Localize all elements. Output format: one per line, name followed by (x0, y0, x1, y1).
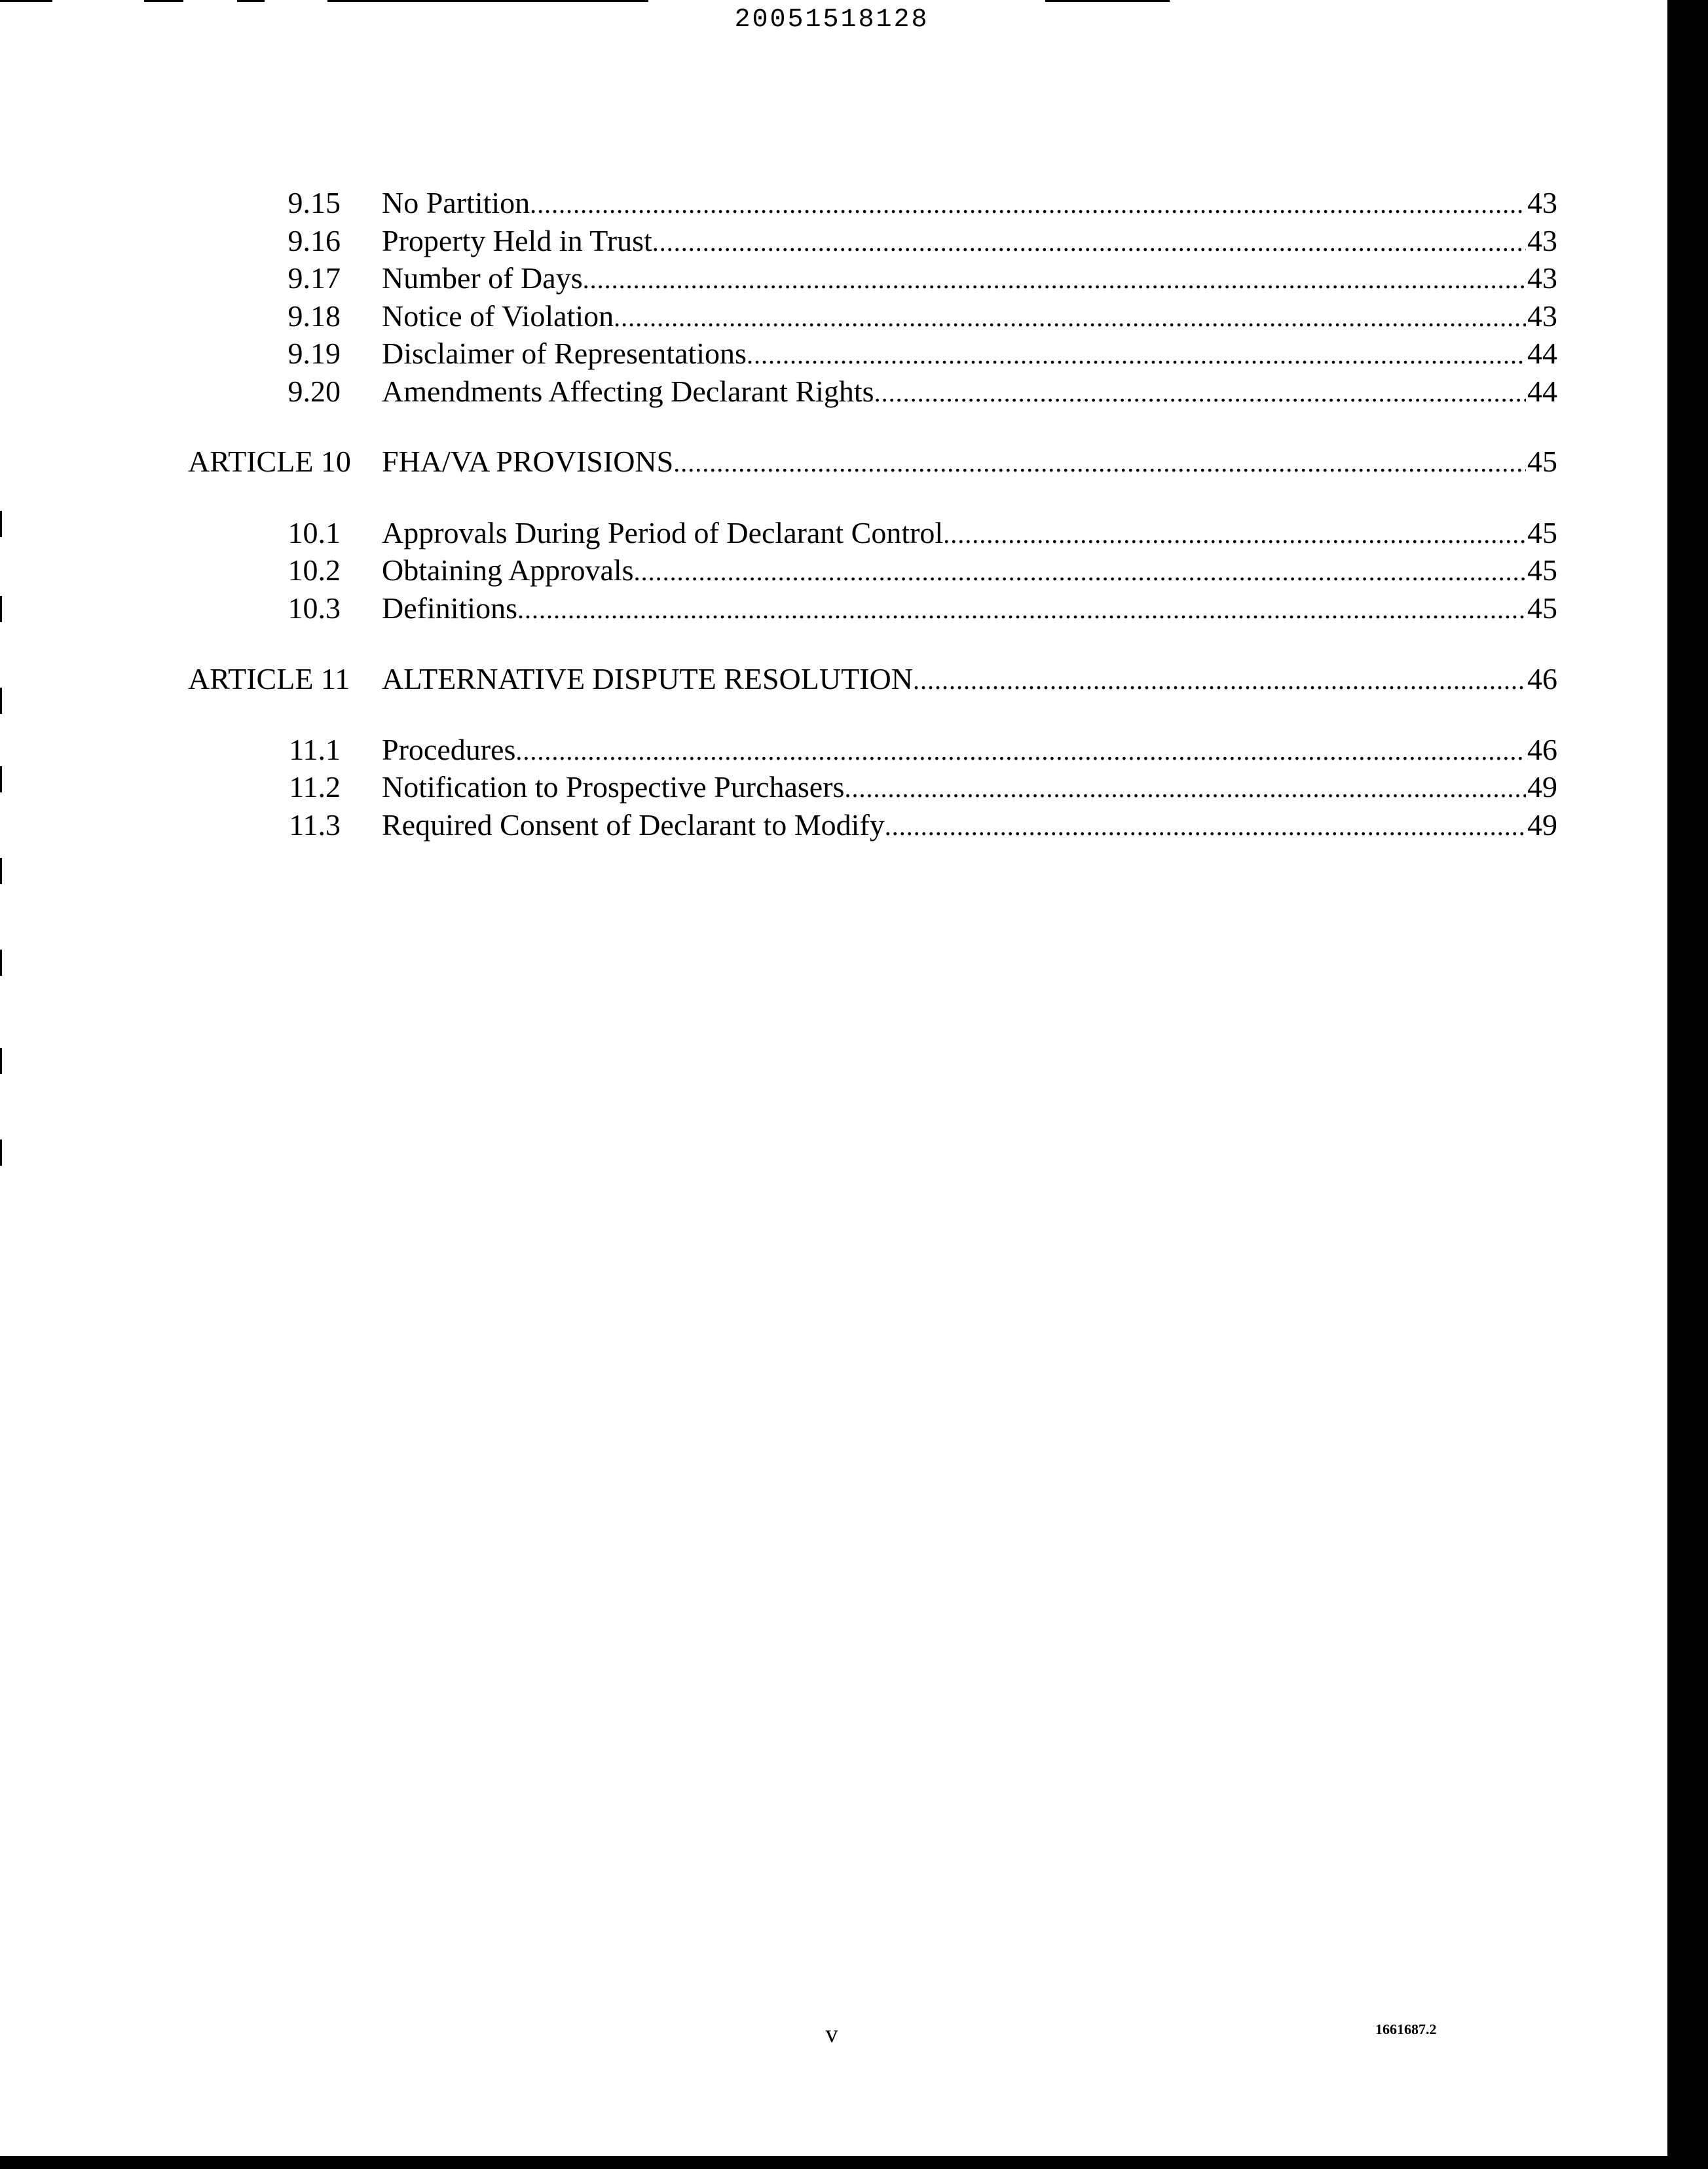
toc-entry[interactable] (0, 335, 1708, 372)
toc-leader (382, 335, 1526, 373)
toc-entry[interactable] (0, 185, 1708, 221)
toc-leader (382, 769, 1526, 807)
toc-leader (382, 185, 1526, 223)
toc-leader (382, 552, 1526, 590)
toc-leader (382, 661, 1526, 699)
toc-title: Number of Days (382, 261, 583, 295)
toc-page-number: 45 (1527, 445, 1557, 478)
dot-leader (913, 662, 1526, 699)
scan-top-rule (327, 0, 648, 2)
toc-page-number: 49 (1527, 808, 1557, 842)
toc-page-number: 43 (1527, 224, 1557, 257)
toc-page-number: 49 (1527, 770, 1557, 804)
toc-section-number: 11.1 (289, 733, 341, 766)
toc-title: Amendments Affecting Declarant Rights (382, 375, 874, 408)
scan-top-rule (1045, 0, 1170, 2)
toc-section-number: 11.2 (289, 770, 341, 804)
scan-left-mark (0, 858, 2, 884)
dot-leader (583, 261, 1526, 298)
toc-entry[interactable] (0, 515, 1708, 551)
dot-leader (530, 186, 1526, 223)
dot-leader (885, 808, 1526, 845)
toc-page-number: 43 (1527, 186, 1557, 219)
toc-leader (382, 515, 1526, 553)
toc-title: Definitions (382, 591, 517, 625)
toc-section-number: 11.3 (289, 808, 341, 842)
toc-title: Property Held in Trust (382, 224, 652, 257)
document-id: 1661687.2 (1375, 2021, 1437, 2037)
scan-bottom-edge (0, 2156, 1708, 2169)
toc-section-number: 9.16 (288, 224, 341, 257)
toc-leader (382, 373, 1526, 411)
dot-leader (943, 516, 1526, 553)
recording-stamp-number: 20051518128 (734, 5, 929, 35)
toc-leader (382, 298, 1526, 336)
toc-title: Notification to Prospective Purchasers (382, 770, 845, 804)
toc-article-number: ARTICLE 11 (188, 662, 350, 695)
scan-top-rule (0, 0, 52, 2)
scan-left-mark (0, 1140, 2, 1166)
dot-leader (634, 553, 1526, 590)
toc-leader (382, 443, 1526, 481)
toc-entry[interactable] (0, 732, 1708, 768)
toc-entry[interactable] (0, 769, 1708, 806)
toc-page-number: 45 (1527, 553, 1557, 587)
toc-leader (382, 732, 1526, 769)
dot-leader (517, 591, 1526, 628)
toc-page-number: 44 (1527, 337, 1557, 370)
toc-page-number: 46 (1527, 733, 1557, 766)
toc-entry[interactable] (0, 260, 1708, 297)
dot-leader (673, 445, 1526, 481)
toc-page-number: 44 (1527, 375, 1557, 408)
toc-page-number: 43 (1527, 261, 1557, 295)
toc-article-title: ALTERNATIVE DISPUTE RESOLUTION (382, 662, 913, 695)
toc-page-number: 45 (1527, 591, 1557, 625)
toc-section-number: 10.2 (288, 553, 341, 587)
toc-title: Notice of Violation (382, 299, 614, 333)
dot-leader (614, 299, 1526, 336)
toc-page-number: 43 (1527, 299, 1557, 333)
toc-section-number: 9.17 (288, 261, 341, 295)
toc-title: No Partition (382, 186, 530, 219)
scan-top-rule (237, 0, 265, 2)
toc-page-number: 45 (1527, 516, 1557, 549)
toc-section-number: 9.19 (288, 337, 341, 370)
toc-title: Obtaining Approvals (382, 553, 634, 587)
toc-page-number: 46 (1527, 662, 1557, 695)
dot-leader (874, 375, 1526, 411)
toc-title: Approvals During Period of Declarant Control (382, 516, 944, 549)
toc-section-number: 9.15 (288, 186, 341, 219)
dot-leader (652, 224, 1526, 261)
dot-leader (515, 733, 1526, 769)
toc-entry[interactable] (0, 552, 1708, 589)
toc-leader (382, 807, 1526, 845)
toc-article-title: FHA/VA PROVISIONS (382, 445, 674, 478)
toc-section-number: 10.1 (288, 516, 341, 549)
toc-article-entry[interactable] (0, 661, 1708, 697)
dot-leader (747, 337, 1526, 373)
toc-article-entry[interactable] (0, 443, 1708, 480)
toc-title: Disclaimer of Representations (382, 337, 747, 370)
toc-title: Procedures (382, 733, 516, 766)
toc-section-number: 9.18 (288, 299, 341, 333)
scan-left-mark (0, 950, 2, 976)
toc-section-number: 9.20 (288, 375, 341, 408)
toc-leader (382, 590, 1526, 628)
toc-entry[interactable] (0, 590, 1708, 627)
toc-entry[interactable] (0, 373, 1708, 410)
dot-leader (844, 770, 1526, 807)
toc-entry[interactable] (0, 807, 1708, 844)
toc-entry[interactable] (0, 223, 1708, 259)
toc-section-number: 10.3 (288, 591, 341, 625)
toc-leader (382, 223, 1526, 261)
scan-left-mark (0, 1048, 2, 1074)
toc-leader (382, 260, 1526, 298)
toc-title: Required Consent of Declarant to Modify (382, 808, 885, 842)
toc-entry[interactable] (0, 298, 1708, 335)
toc-article-number: ARTICLE 10 (188, 445, 351, 478)
page-number: v (825, 2020, 838, 2048)
scan-top-rule (144, 0, 183, 2)
